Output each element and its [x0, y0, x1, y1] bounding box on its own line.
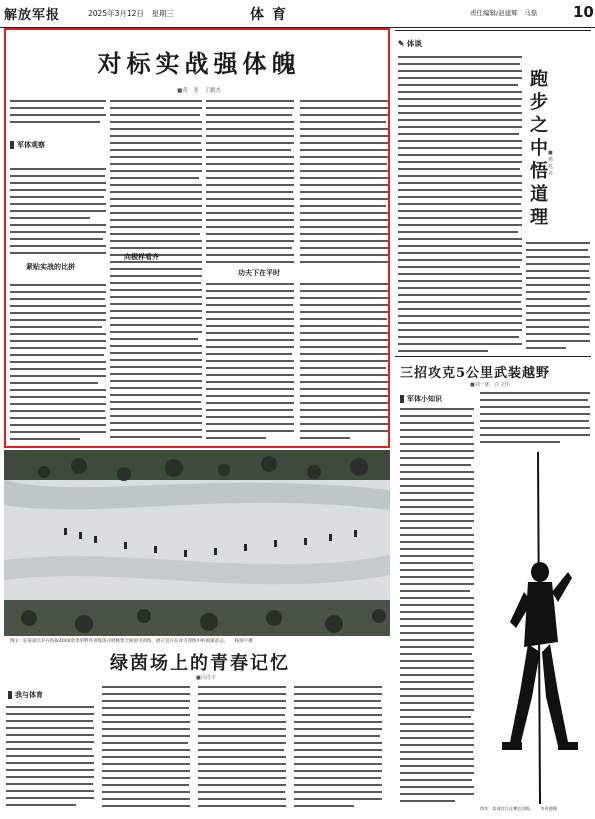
subhead-marker — [400, 395, 404, 403]
text-lines — [110, 98, 202, 444]
right-article-body-1 — [398, 54, 522, 354]
newspaper-logo: 解放军报 — [4, 8, 61, 23]
subhead-marker — [10, 141, 14, 149]
right-top-rule — [395, 30, 591, 31]
lead-article[interactable] — [4, 28, 390, 448]
subhead-text: 我与体育 — [15, 690, 43, 699]
lead-headline: 对标实战强体魄 — [97, 49, 301, 78]
snow-training-photo[interactable] — [4, 450, 390, 636]
lead-column-3 — [206, 98, 388, 444]
photo-caption: 图①：驻某部官兵在海拔4000余米的野外训练场开展极寒天候滑雪训练，展示官兵在冰雪训练中的顽强意志。 杨海宇摄 — [10, 639, 253, 644]
climbing-soldier-photo[interactable] — [480, 452, 590, 804]
right-article-body-2 — [526, 240, 590, 352]
editors-line: 责任编辑/赵建辉 马磊 — [470, 9, 538, 17]
second-article-body — [6, 686, 386, 810]
bookmark-icon: ✎ — [398, 39, 405, 48]
lead-subhead-4: 功夫下在平时 — [238, 268, 280, 277]
photo-caption-2: 图②：某部官兵在攀岩训练。 李贵德摄 — [480, 806, 558, 811]
column-heading — [398, 38, 422, 49]
page-number: 10 — [573, 3, 594, 21]
lead-subhead-2: 紧贴实战的比拼 — [26, 262, 75, 271]
right-headline: 跑步之中悟道理 — [530, 69, 548, 228]
subhead-text: 军体观察 — [17, 140, 45, 149]
right-article-body-3 — [400, 406, 474, 808]
right-mid-rule — [395, 356, 591, 357]
right-byline-2: ■刘一郎 汪文伟 — [470, 382, 510, 388]
second-headline: 绿茵场上的青春记忆 — [110, 653, 290, 674]
section-name: 体育 — [250, 7, 294, 23]
subhead-text: 军体小知识 — [407, 394, 442, 403]
lead-subhead-1 — [10, 140, 45, 150]
text-lines — [400, 406, 474, 808]
issue-date: 2025年3月12日 星期三 — [88, 9, 174, 18]
text-lines — [526, 240, 590, 352]
text-lines — [6, 686, 386, 810]
lead-subhead-3: 向极样看齐 — [124, 252, 159, 261]
text-lines — [480, 390, 590, 450]
climbing-soldier-silhouette — [480, 452, 590, 804]
right-headline-2: 三招攻克5公里武装越野 — [400, 366, 551, 381]
lead-byline: ■黄 张 王鹏杰 — [177, 88, 221, 94]
right-subhead — [400, 394, 442, 404]
right-author: ■杨兆祥 — [548, 150, 554, 177]
right-article-body-4 — [480, 390, 590, 450]
column-heading-text: 体谈 — [406, 39, 422, 48]
lead-column-2 — [110, 98, 202, 444]
text-lines — [206, 98, 388, 444]
text-lines — [398, 54, 522, 354]
photo-illustration — [4, 450, 390, 636]
second-byline: ■冯肖宇 — [196, 675, 216, 681]
